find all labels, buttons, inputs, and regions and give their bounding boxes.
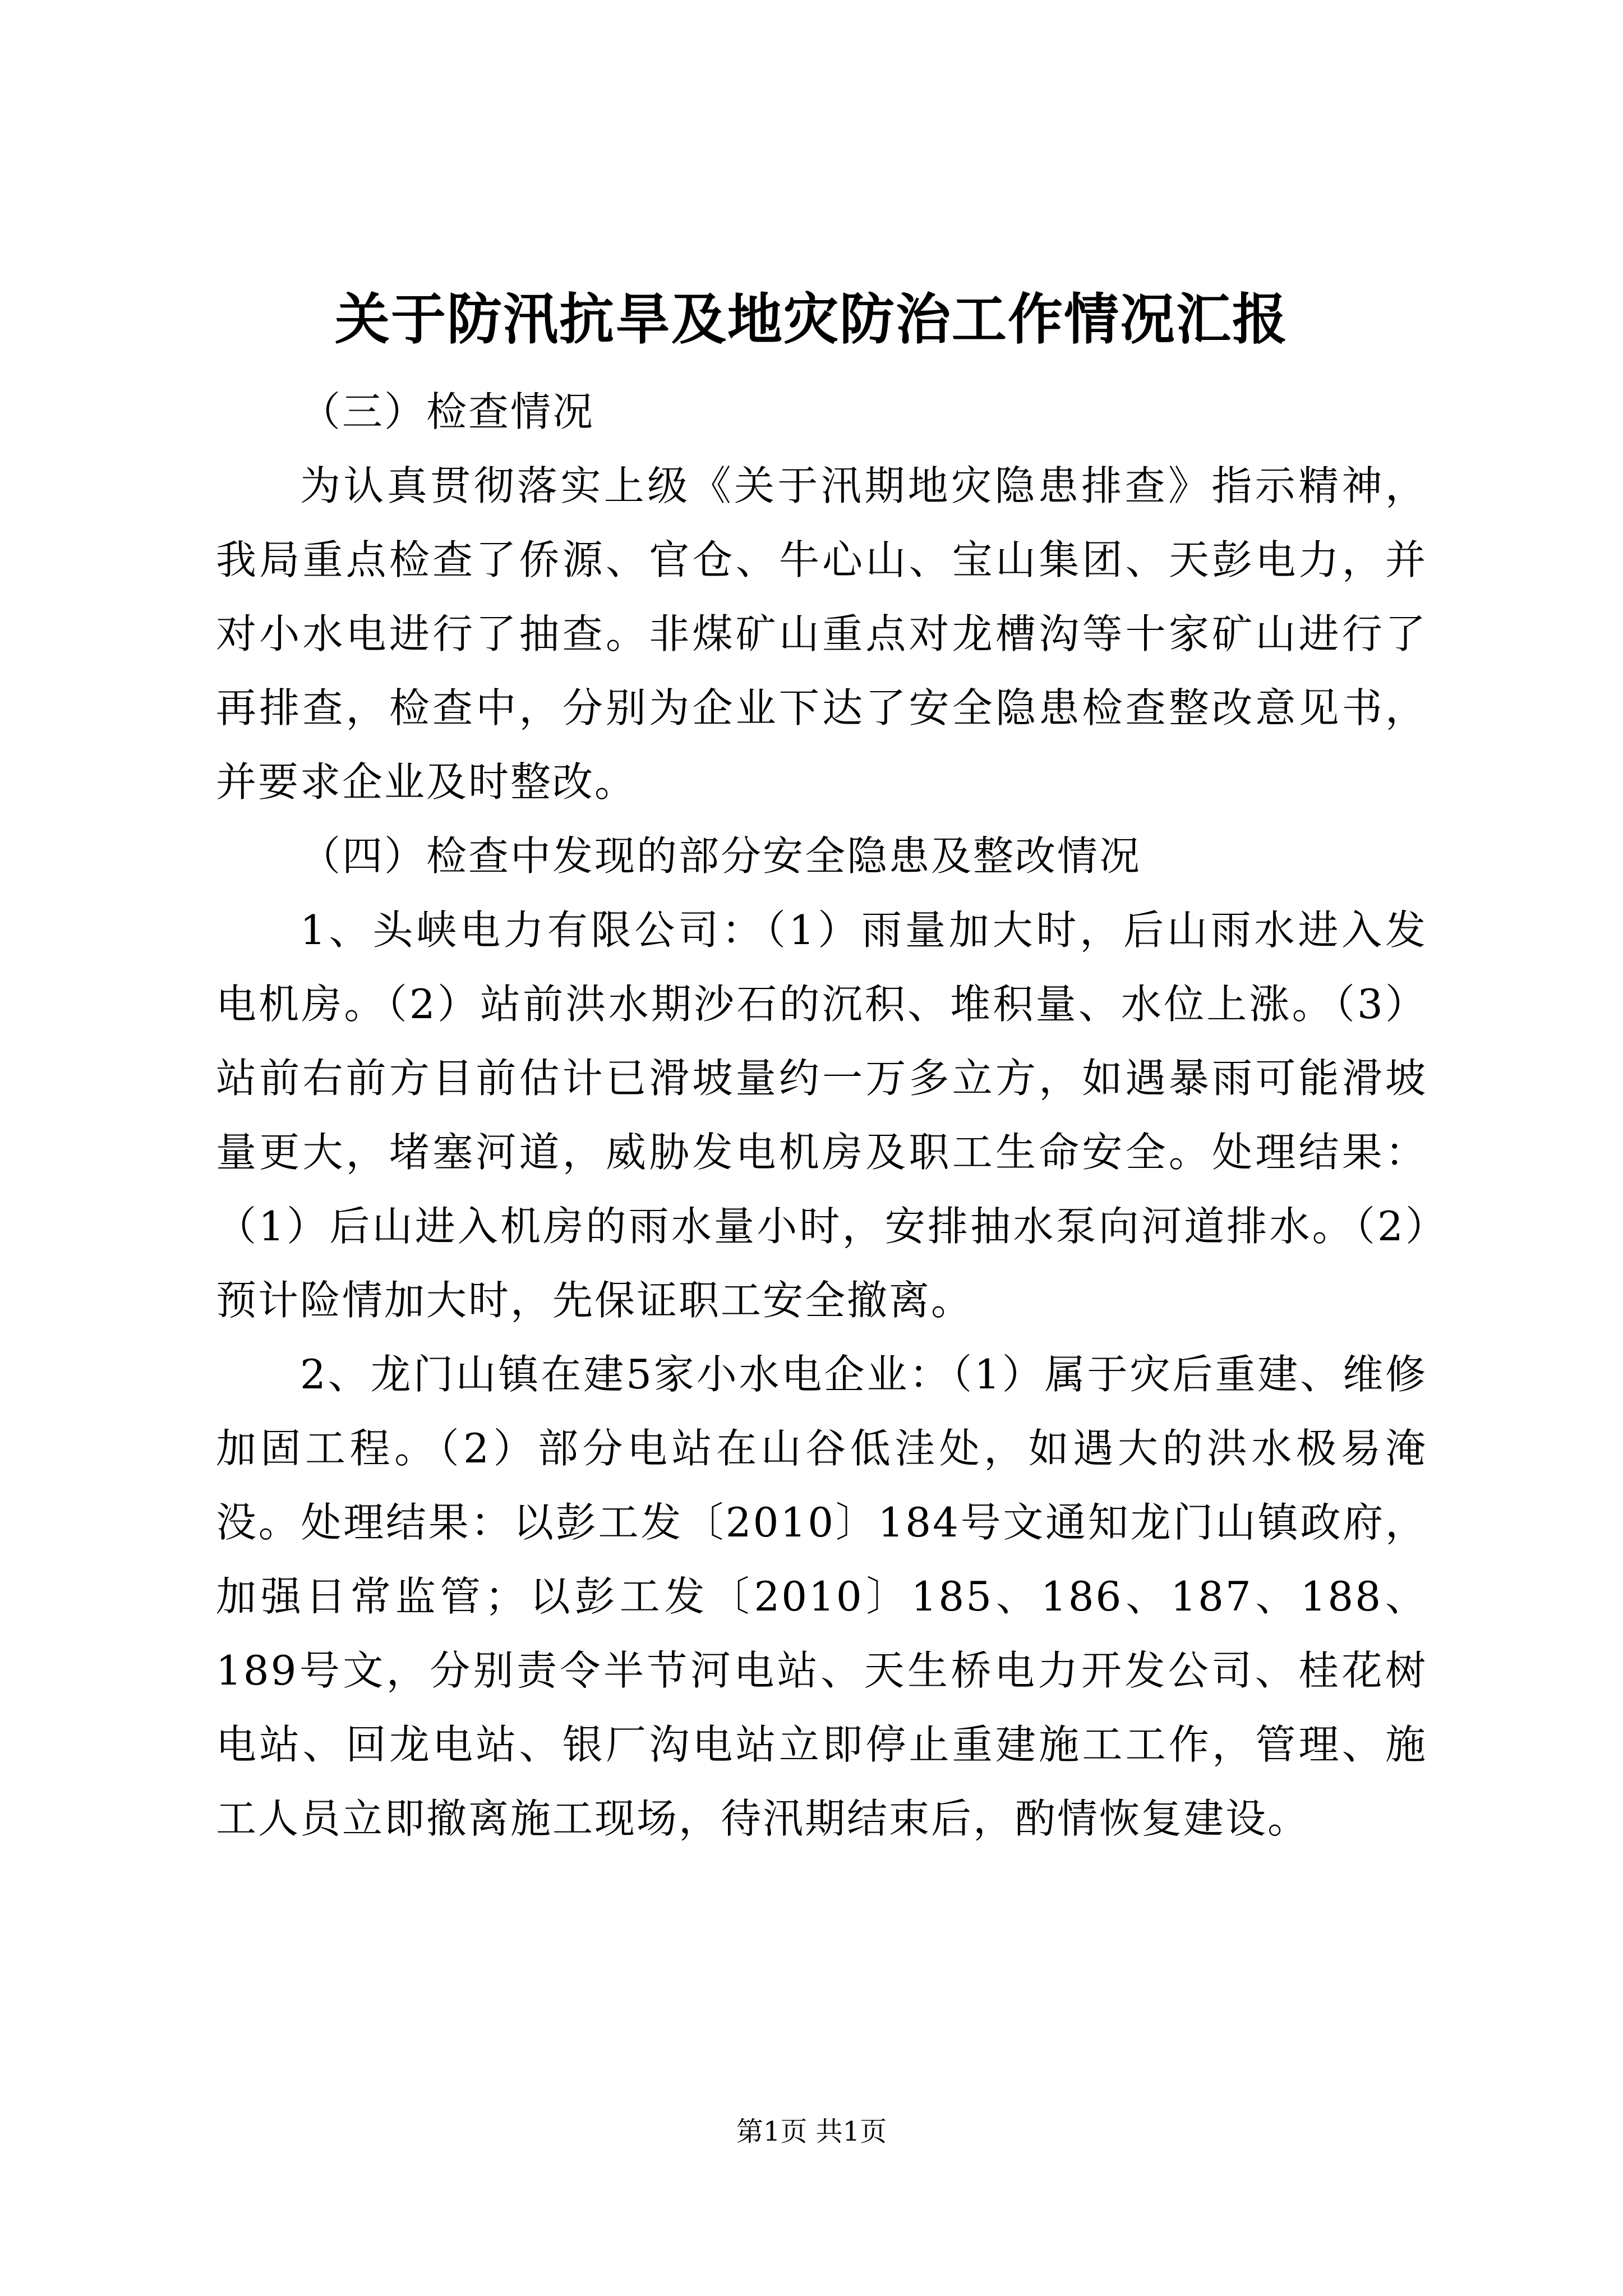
- document-title: 关于防汛抗旱及地灾防治工作情况汇报: [334, 287, 1288, 352]
- section4-heading: （四）检查中发现的部分安全隐患及整改情况: [300, 832, 1142, 880]
- item2-paragraph: 2、龙门山镇在建5家小水电企业：（1）属于灾后重建、维修加固工程。（2）部分电站在山谷低洼处，如遇大的洪水极易淹没。处理结果：以彭工发〔2010〕184号文通知龙门山镇政府，加强日常监管；以彭工发〔2010〕185、186、187、188、189号文，分别责令半节河电站、天生桥电力开发公司、桂花树电站、回龙电站、银厂沟电站立即停止重建施工工作，管理、施工人员立即撤离施工现场，待汛期结束后，酌情恢复建设。: [216, 1351, 1427, 1842]
- page-footer: 第1页 共1页: [736, 2116, 887, 2147]
- item1-paragraph: 1、头峡电力有限公司：（1）雨量加大时，后山雨水进入发电机房。（2）站前洪水期沙石的沉积、堆积量、水位上涨。（3）站前右前方目前估计已滑坡量约一万多立方，如遇暴雨可能滑坡量更大，堵塞河道，威胁发电机房及职工生命安全。处理结果：（1）后山进入机房的雨水量小时，安排抽水泵向河道排水。（2）预计险情加大时，先保证职工安全撤离。: [216, 907, 1427, 1324]
- section3-paragraph: 为认真贯彻落实上级《关于汛期地灾隐患排查》指示精神，我局重点检查了侨源、官仓、牛心山、宝山集团、天彭电力，并对小水电进行了抽查。非煤矿山重点对龙槽沟等十家矿山进行了再排查，检查中，分别为企业下达了安全隐患检查整改意见书，并要求企业及时整改。: [216, 462, 1427, 806]
- section3-heading: （三）检查情况: [300, 388, 595, 435]
- document-body: [216, 375, 1427, 1856]
